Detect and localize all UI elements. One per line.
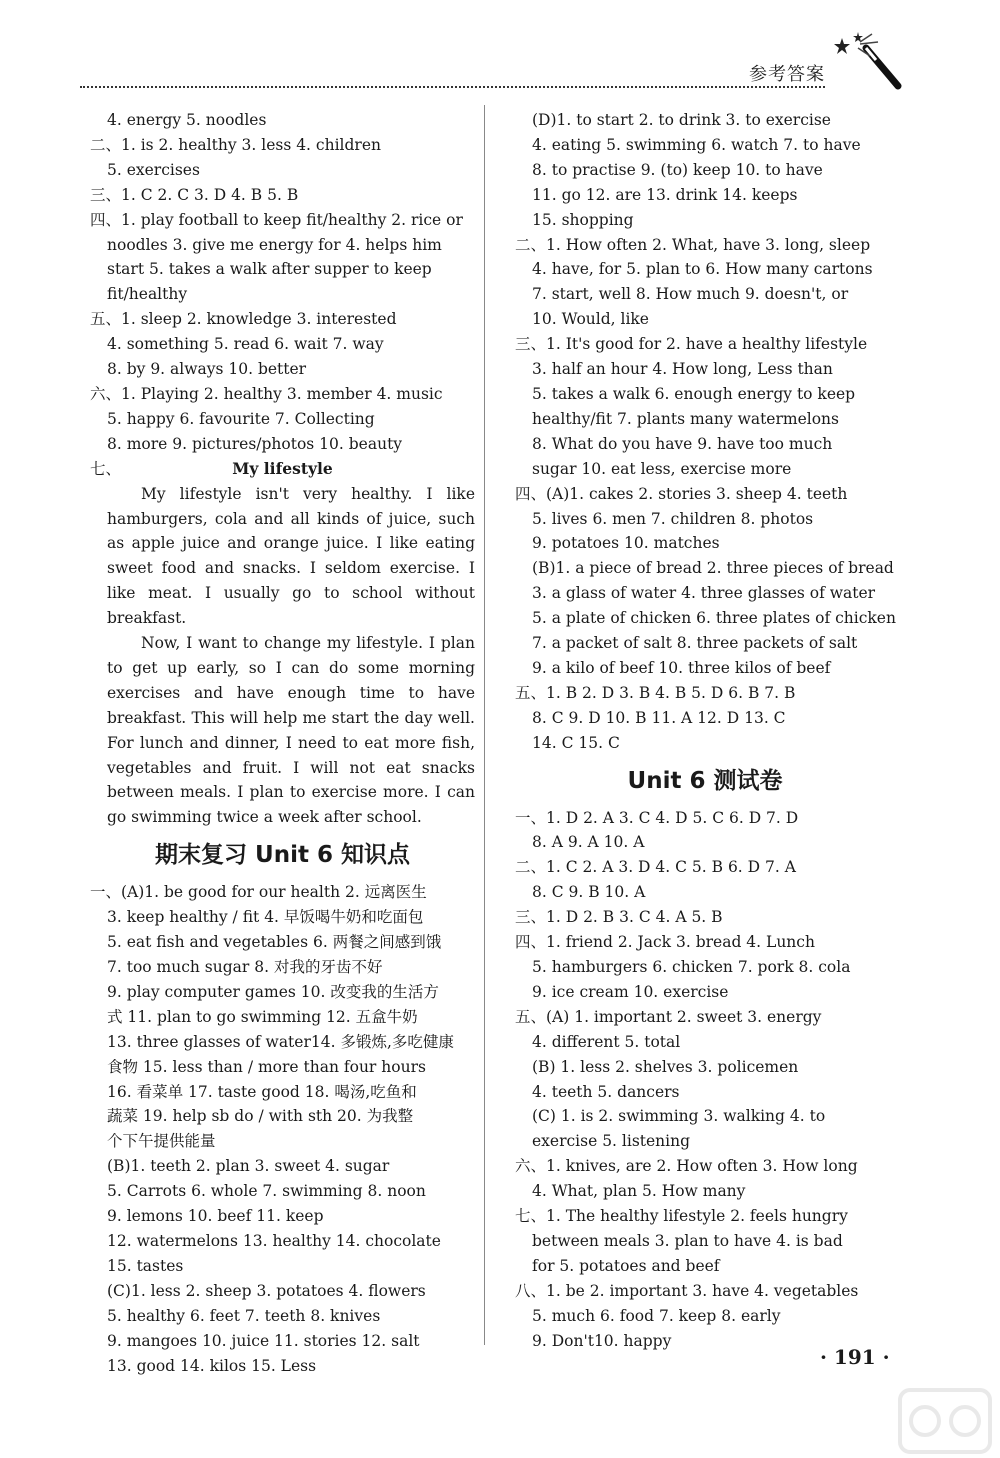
answer-line: 3. half an hour 4. How long, Less than xyxy=(532,360,833,379)
answer-line: 4. have, for 5. plan to 6. How many cartons xyxy=(532,260,873,279)
answer-line: (C)1. less 2. sheep 3. potatoes 4. flowers xyxy=(107,1281,426,1300)
answer-line: 9. mangoes 10. juice 11. stories 12. salt xyxy=(107,1331,420,1350)
answer-line: (B) 1. less 2. shelves 3. policemen xyxy=(532,1057,799,1076)
answer-line: 4. What, plan 5. How many xyxy=(532,1182,746,1201)
answer-line: 16. 看菜单 17. taste good 18. 喝汤,吃鱼和 xyxy=(107,1082,417,1101)
answer-line: 一、(A)1. be good for our health 2. 远离医生 xyxy=(90,883,427,902)
answer-line: 5. lives 6. men 7. children 8. photos xyxy=(532,509,814,528)
essay-paragraph-2-text: Now, I want to change my lifestyle. I plan to get up early, so I can do some morning exercises and have enough time to have breakfast. This will help me start the day well. For lunch and dinner, I need to eat more fish, vegetables and fruit. I will not eat snacks between meals. I plan to exercise more. I can go swimming twice a week after school. xyxy=(107,634,475,827)
answer-line: 八、1. be 2. important 3. have 4. vegetables xyxy=(515,1281,859,1300)
answer-line: 9. potatoes 10. matches xyxy=(532,534,720,553)
header-title: 参考答案 xyxy=(749,64,825,85)
answer-line: 14. C 15. C xyxy=(532,733,620,752)
answer-line: 5. a plate of chicken 6. three plates of chicken xyxy=(532,609,896,628)
answer-line: 五、1. sleep 2. knowledge 3. interested xyxy=(90,310,397,329)
answer-line: 4. something 5. read 6. wait 7. way xyxy=(107,335,384,354)
answer-line: 7. start, well 8. How much 9. doesn't, or xyxy=(532,285,849,304)
right-answers-top xyxy=(515,108,895,756)
answer-line: 9. play computer games 10. 改变我的生活方 xyxy=(107,982,439,1001)
answer-line: sugar 10. eat less, exercise more xyxy=(532,459,792,478)
answer-line: 五、(A) 1. important 2. sweet 3. energy xyxy=(515,1007,822,1026)
answer-line: 二、1. is 2. healthy 3. less 4. children xyxy=(90,135,381,154)
answer-line: 9. lemons 10. beef 11. keep xyxy=(107,1207,324,1226)
answer-line: start 5. takes a walk after supper to keep xyxy=(107,260,432,279)
answer-line: 4. different 5. total xyxy=(532,1032,681,1051)
answer-line: 15. tastes xyxy=(107,1256,184,1275)
answer-line: 5. eat fish and vegetables 6. 两餐之间感到饿 xyxy=(107,933,442,952)
answer-line: 7. too much sugar 8. 对我的牙齿不好 xyxy=(107,958,383,977)
answer-line: 六、1. Playing 2. healthy 3. member 4. music xyxy=(90,384,443,403)
answer-line: 8. by 9. always 10. better xyxy=(107,360,307,379)
answer-line: 12. watermelons 13. healthy 14. chocolate xyxy=(107,1231,441,1250)
essay-title: My lifestyle xyxy=(232,458,333,478)
header-rule xyxy=(80,86,825,88)
answer-line: 9. Don't10. happy xyxy=(532,1331,672,1350)
section-heading-review: 期末复习 Unit 6 知识点 xyxy=(155,842,410,869)
answer-line: 三、1. D 2. B 3. C 4. A 5. B xyxy=(515,908,723,927)
watermark-logo xyxy=(895,1385,995,1457)
essay-paragraph-2 xyxy=(90,631,475,830)
answer-line: (B)1. a piece of bread 2. three pieces of bread xyxy=(532,559,894,578)
answer-line: 一、1. D 2. A 3. C 4. D 5. C 6. D 7. D xyxy=(515,808,799,827)
answer-line: 4. teeth 5. dancers xyxy=(532,1082,680,1101)
answer-line: 5. much 6. food 7. keep 8. early xyxy=(532,1306,781,1325)
answer-line: 8. What do you have 9. have too much xyxy=(532,434,833,453)
section-heading-test: Unit 6 测试卷 xyxy=(627,767,783,794)
answer-line: 8. C 9. B 10. A xyxy=(532,883,646,902)
answer-line: 9. a kilo of beef 10. three kilos of beef xyxy=(532,658,831,677)
answer-line: 5. hamburgers 6. chicken 7. pork 8. cola xyxy=(532,958,851,976)
answer-line: 4. energy 5. noodles xyxy=(107,111,267,129)
answer-line: 三、1. It's good for 2. have a healthy lifestyle xyxy=(515,335,868,354)
answer-line: 个下午提供能量 xyxy=(107,1132,216,1151)
answer-line: 二、1. How often 2. What, have 3. long, sleep xyxy=(515,235,871,254)
answer-line: (C) 1. is 2. swimming 3. walking 4. to xyxy=(532,1107,826,1126)
answer-line: 5. Carrots 6. whole 7. swimming 8. noon xyxy=(107,1182,426,1201)
right-column xyxy=(515,108,895,1354)
page-header xyxy=(80,30,920,92)
column-divider xyxy=(484,105,485,1345)
answer-line: 4. eating 5. swimming 6. watch 7. to have xyxy=(532,135,861,154)
answer-line: 蔬菜 19. help sb do / with sth 20. 为我整 xyxy=(107,1107,414,1126)
essay-paragraph-1-text: My lifestyle isn't very healthy. I like hamburgers, cola and all kinds of juice, such as apple juice and orange juice. I like eating sweet food and snacks. I seldom exercise. I like meat. I usually go to school without breakfast. xyxy=(107,484,475,628)
answer-line: 5. exercises xyxy=(107,160,200,179)
answer-line: 13. good 14. kilos 15. Less xyxy=(107,1356,317,1375)
answer-line: between meals 3. plan to have 4. is bad xyxy=(532,1231,843,1250)
essay-paragraph-1 xyxy=(90,482,475,631)
answer-line: 五、1. B 2. D 3. B 4. B 5. D 6. B 7. B xyxy=(515,683,796,702)
answer-line: 15. shopping xyxy=(532,210,634,229)
left-answers-top xyxy=(90,108,475,457)
answer-line: 13. three glasses of water14. 多锻炼,多吃健康 xyxy=(107,1032,454,1051)
answer-line: 8. to practise 9. (to) keep 10. to have xyxy=(532,160,823,179)
magic-wand-icon xyxy=(830,30,910,92)
answer-line: noodles 3. give me energy for 4. helps him xyxy=(107,235,442,254)
left-column xyxy=(90,108,475,1378)
answer-line: (B)1. teeth 2. plan 3. sweet 4. sugar xyxy=(107,1157,390,1176)
answer-line: 8. C 9. D 10. B 11. A 12. D 13. C xyxy=(532,708,786,727)
answer-line: healthy/fit 7. plants many watermelons xyxy=(532,409,839,428)
page-number: · 191 · xyxy=(820,1345,890,1369)
answer-line: 8. A 9. A 10. A xyxy=(532,833,645,852)
answer-line: 9. ice cream 10. exercise xyxy=(532,982,729,1001)
answer-line: 3. a glass of water 4. three glasses of water xyxy=(532,584,876,603)
answer-line: fit/healthy xyxy=(107,285,188,304)
answer-line: exercise 5. listening xyxy=(532,1132,691,1151)
answer-line: (D)1. to start 2. to drink 3. to exercise xyxy=(532,111,831,129)
left-answers-bottom xyxy=(90,880,475,1378)
answer-line: 7. a packet of salt 8. three packets of salt xyxy=(532,634,858,653)
answer-line: 5. healthy 6. feet 7. teeth 8. knives xyxy=(107,1306,381,1325)
answer-line: 四、1. friend 2. Jack 3. bread 4. Lunch xyxy=(515,933,815,952)
answer-line: 8. more 9. pictures/photos 10. beauty xyxy=(107,434,403,453)
answer-line: 5. takes a walk 6. enough energy to keep xyxy=(532,384,856,403)
answer-line: 3. keep healthy / fit 4. 早饭喝牛奶和吃面包 xyxy=(107,908,424,927)
answer-line: 10. Would, like xyxy=(532,310,649,329)
answer-line: 四、(A)1. cakes 2. stories 3. sheep 4. teeth xyxy=(515,484,848,503)
essay-label: 七、 xyxy=(90,459,122,478)
answer-line: 四、1. play football to keep fit/healthy 2. rice or xyxy=(90,210,463,229)
right-answers-bottom xyxy=(515,806,895,1354)
answer-line: 三、1. C 2. C 3. D 4. B 5. B xyxy=(90,185,299,204)
answer-line: 七、1. The healthy lifestyle 2. feels hungry xyxy=(515,1207,848,1226)
answer-line: 食物 15. less than / more than four hours xyxy=(107,1057,426,1076)
answer-line: 六、1. knives, are 2. How often 3. How long xyxy=(515,1157,858,1176)
answer-line: 5. happy 6. favourite 7. Collecting xyxy=(107,409,375,428)
answer-line: 式 11. plan to go swimming 12. 五盒牛奶 xyxy=(107,1007,418,1026)
answer-line: for 5. potatoes and beef xyxy=(532,1256,720,1275)
answer-line: 二、1. C 2. A 3. D 4. C 5. B 6. D 7. A xyxy=(515,858,796,877)
answer-line: 11. go 12. are 13. drink 14. keeps xyxy=(532,185,798,204)
